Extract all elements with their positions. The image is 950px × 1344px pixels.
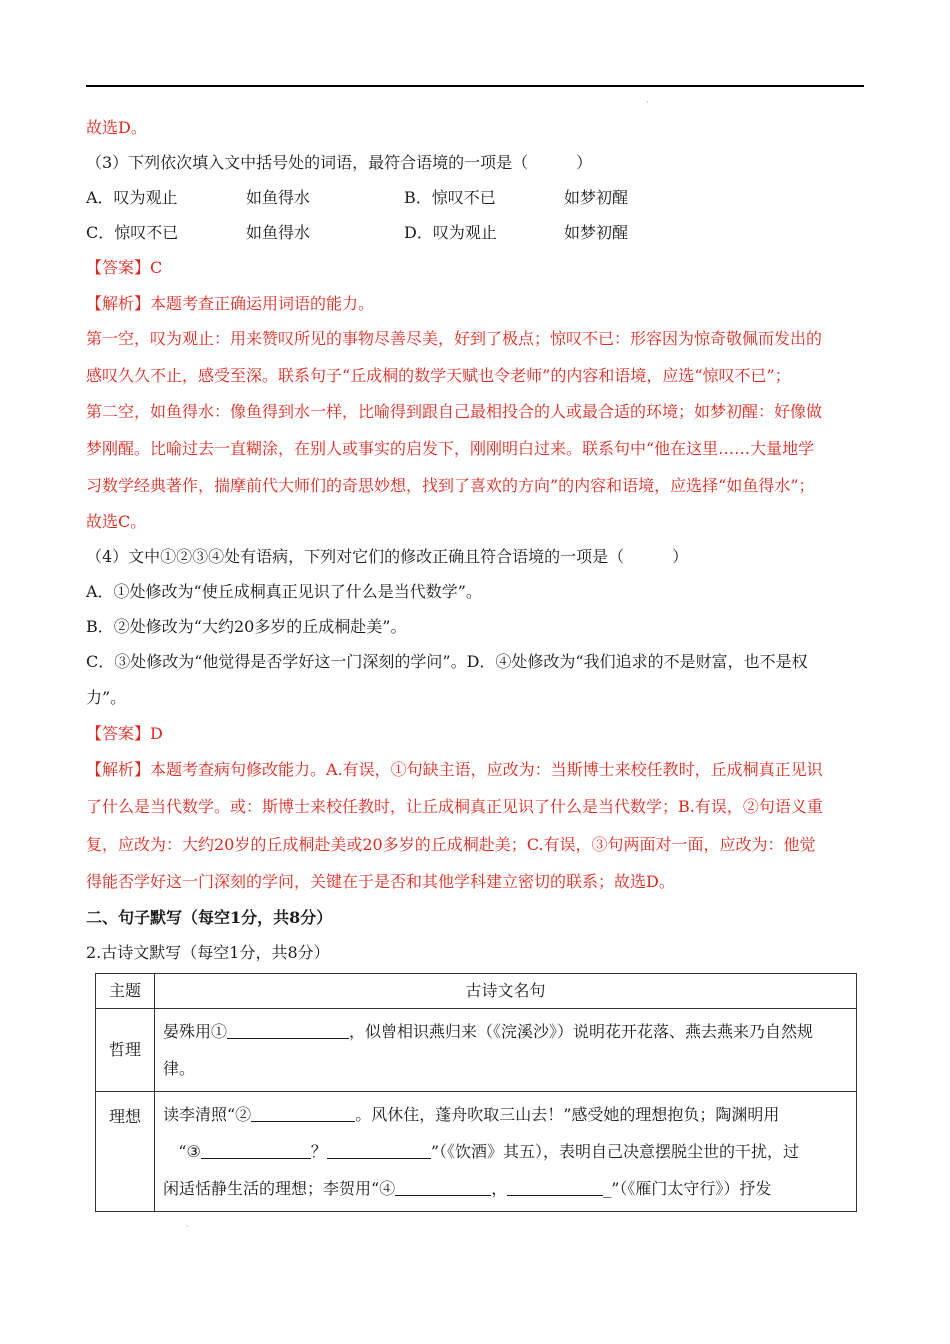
q4-analysis-line: 复，应改为：大约20岁的丘成桐赴美或20多岁的丘成桐赴美；C.有误，③句两面对一面，应改为：他觉	[86, 835, 816, 854]
row-content	[155, 1092, 857, 1212]
q4-stem: （4）文中①②③④处有语病，下列对它们的修改正确且符合语境的一项是（ ）	[86, 547, 689, 566]
row-content	[155, 1009, 857, 1092]
cell-text: ？	[310, 1142, 327, 1161]
q3-option-a: A．叹为观止	[86, 188, 178, 207]
q3-option-b-second: 如梦初醒	[564, 188, 629, 207]
q4-analysis-first	[86, 760, 866, 780]
q3-option-a-second: 如鱼得水	[246, 188, 311, 207]
q3-option-c-second: 如鱼得水	[246, 223, 311, 242]
q3-analysis-line: 梦刚醒。比喻过去一直糊涂，在别人或事实的启发下，刚刚明白过来。联系句中“他在这里……大量地学	[86, 439, 815, 458]
q3-analysis-line: 故选C。	[86, 512, 147, 531]
answer-tag: 【答案】	[86, 724, 151, 743]
q3-analysis-line: 习数学经典著作，揣摩前代大师们的奇思妙想，找到了喜欢的方向”的内容和语境，应选择“如鱼得水”；	[86, 476, 815, 495]
fill-blank-1[interactable]	[227, 1022, 349, 1039]
cell-text: ，	[491, 1179, 508, 1198]
q4-option-b: B．②处修改为“大约20多岁的丘成桐赴美”。	[86, 617, 407, 636]
section-heading: 二、句子默写（每空1分，共8分）	[86, 908, 333, 927]
row-theme: 哲理	[96, 1009, 155, 1092]
q3-analysis-intro	[86, 294, 866, 314]
analysis-tag: 【解析】	[86, 294, 151, 313]
q3-option-d: D．叹为观止	[404, 223, 497, 242]
fill-blank-4a[interactable]	[395, 1179, 491, 1196]
q3-option-d-second: 如梦初醒	[564, 223, 629, 242]
q3-analysis-line: 第二空，如鱼得水：像鱼得到水一样，比喻得到跟自己最相投合的人或最合适的环境；如梦初醒：好像做	[86, 402, 823, 421]
cell-text: 读李清照“②	[163, 1105, 252, 1124]
header-rule	[86, 85, 864, 87]
fill-blank-2[interactable]	[251, 1105, 355, 1122]
answer-value: C	[150, 258, 163, 277]
q4-answer	[86, 724, 866, 744]
analysis-text: 本题考查病句修改能力。A.有误，①句缺主语，应改为：当斯博士来校任教时，丘成桐真正见识	[150, 760, 823, 779]
fill-blank-3a[interactable]	[201, 1142, 311, 1159]
q3-option-b: B．惊叹不已	[404, 188, 496, 207]
scan-dot: ·	[186, 1222, 189, 1231]
cell-text: 晏殊用①	[163, 1022, 228, 1041]
q3-analysis-line: 第一空，叹为观止：用来赞叹所见的事物尽善尽美，好到了极点；惊叹不已：形容因为惊奇敬佩而发出的	[86, 329, 823, 348]
q3-stem: （3）下列依次填入文中括号处的词语，最符合语境的一项是（ ）	[86, 153, 593, 172]
cell-text: _”（《雁门太守行》）抒发	[603, 1179, 772, 1198]
column-header-lines: 古诗文名句	[155, 974, 857, 1009]
cell-text: 闲适恬静生活的理想；李贺用“④	[163, 1179, 396, 1198]
answer-value: D	[150, 724, 163, 743]
q4-analysis-line: 了什么是当代数学。或：斯博士来校任教时，让丘成桐真正见识了什么是当代数学；B.有误，②句语义重	[86, 797, 823, 816]
analysis-text: 本题考查正确运用词语的能力。	[150, 294, 375, 313]
question-title: 2.古诗文默写（每空1分，共8分）	[86, 943, 330, 962]
cell-text: “③	[178, 1142, 201, 1161]
q4-analysis-line: 得能否学好这一门深刻的学问，关键在于是否和其他学科建立密切的联系；故选D。	[86, 872, 675, 891]
q4-option-cd-cont: 力”。	[86, 688, 127, 707]
q3-answer	[86, 258, 866, 278]
fill-blank-4b[interactable]	[507, 1179, 603, 1196]
q3-analysis-line: 感叹久久不止，感受至深。联系句子“丘成桐的数学天赋也令老师”的内容和语境，应选“惊叹不已”；	[86, 366, 791, 385]
q3-option-c: C．惊叹不已	[86, 223, 179, 242]
table-row	[96, 1092, 857, 1212]
q4-option-cd: C．③处修改为“他觉得是否学好这一门深刻的学问”。D．④处修改为“我们追求的不是财富，也不是权	[86, 652, 808, 671]
q4-option-a: A．①处修改为“使丘成桐真正见识了什么是当代数学”。	[86, 582, 482, 601]
cell-text: 律。	[163, 1059, 196, 1078]
cell-text: 。风休住，蓬舟吹取三山去！”感受她的理想抱负；陶渊明用	[355, 1105, 780, 1124]
table-header-row	[96, 974, 857, 1009]
fill-blank-3b[interactable]	[327, 1142, 431, 1159]
poem-table	[95, 973, 857, 1212]
scan-dot: ·	[646, 98, 649, 107]
q2-conclusion: 故选D。	[86, 118, 147, 137]
analysis-tag: 【解析】	[86, 760, 151, 779]
cell-text: ”（《饮酒》其五），表明自己决意摆脱尘世的干扰，过	[430, 1142, 799, 1161]
answer-tag: 【答案】	[86, 258, 151, 277]
cell-text: ，似曾相识燕归来（《浣溪沙》）说明花开花落、燕去燕来乃自然规	[349, 1022, 814, 1041]
row-theme: 理想	[96, 1092, 155, 1212]
table-row	[96, 1009, 857, 1092]
column-header-theme: 主题	[96, 974, 155, 1009]
